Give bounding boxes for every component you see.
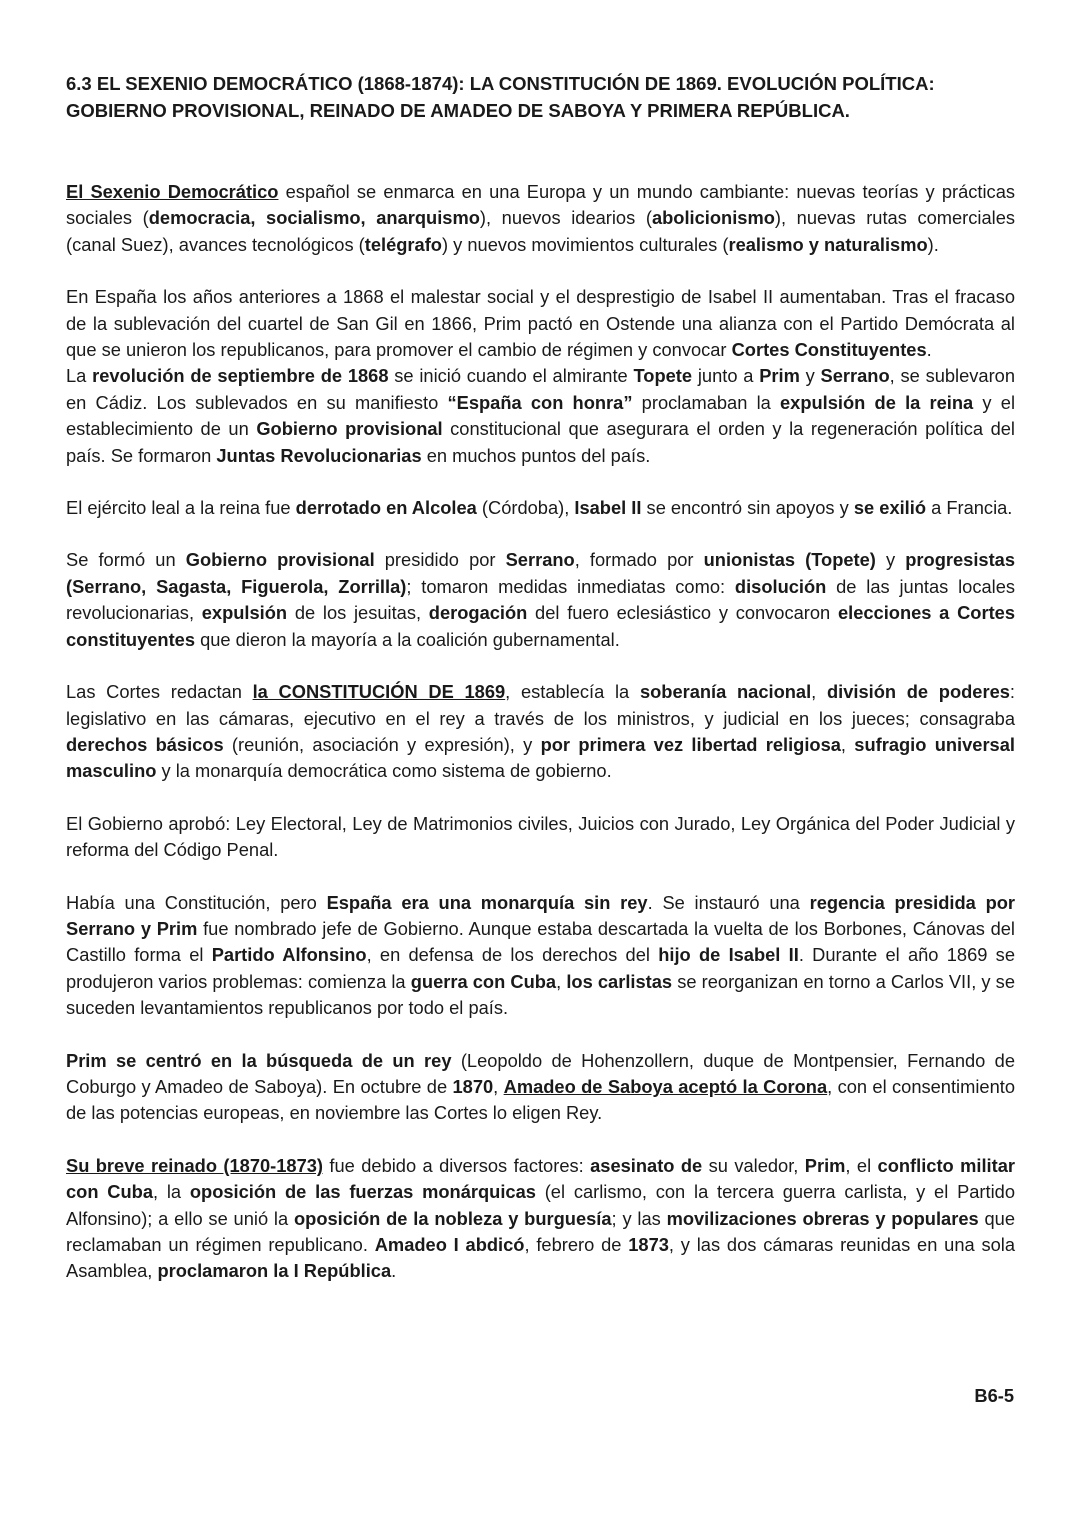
text-run: , se sublevaron en Cádiz. Los sublevados en su manifiesto <box>66 365 1015 413</box>
bold-text: movilizaciones obreras y populares <box>666 1207 979 1229</box>
bold-text: España era una monarquía sin rey <box>326 891 648 913</box>
text-run: , formado por <box>574 549 704 571</box>
bold-text: progresistas (Serrano, Sagasta, Figuerola, Zorrilla) <box>66 549 1015 597</box>
text-run: ) y nuevos movimientos culturales ( <box>441 233 729 255</box>
bold-text: elecciones a Cortes constituyentes <box>66 602 1015 650</box>
bold-text: proclamaron la I República <box>157 1260 392 1282</box>
text-run: El Gobierno aprobó: Ley Electoral, Ley de Matrimonios civiles, Juicios con Jurado, Ley Orgánica del Poder Judicial y reforma del Código Penal. <box>66 812 1015 861</box>
bold-text: hijo de Isabel II <box>658 944 799 966</box>
text-run: y <box>799 365 821 387</box>
text-run: que reclamaban un régimen republicano. <box>66 1207 1015 1255</box>
bold-text: oposición de la nobleza y burguesía <box>293 1207 612 1229</box>
text-run: , con el consentimiento de las potencias europeas, en noviembre las Cortes lo eligen Rey. <box>66 1075 1015 1124</box>
text-run: , <box>493 1075 504 1097</box>
bold-text: la CONSTITUCIÓN DE 1869 <box>252 681 506 703</box>
page-number: B6-5 <box>974 1385 1014 1406</box>
bold-text: Amadeo I abdicó <box>374 1234 525 1255</box>
bold-text: regencia presidida por Serrano y Prim <box>66 891 1016 939</box>
bold-text: los carlistas <box>566 970 673 992</box>
text-run: su valedor, <box>702 1154 805 1176</box>
text-run: . <box>926 339 932 361</box>
paragraph <box>66 1153 1015 1285</box>
text-run: se inició cuando el almirante <box>388 365 634 387</box>
bold-text: Cortes Constituyentes <box>731 339 927 361</box>
paragraph <box>66 495 1015 521</box>
text-run: se encontró sin apoyos y <box>641 497 854 519</box>
text-run: En España los años anteriores a 1868 el malestar social y el desprestigio de Isabel II aumentaban. Tras el fracaso de la sublevación del cuartel de San Gil en 1866, Prim pactó en Ostende una alianza con el Partido Demócrata al que se unieron los republicanos, para promover el cambio de régimen y convocar <box>66 286 1015 361</box>
text-run: y <box>875 549 906 571</box>
text-run: ). <box>927 233 939 255</box>
text-run: El ejército leal a la reina fue <box>66 497 296 519</box>
text-run: a Francia. <box>926 497 1013 519</box>
text-run: . <box>391 1260 397 1282</box>
text-run: , la <box>153 1181 190 1203</box>
bold-text: Topete <box>633 365 693 387</box>
bold-text: soberanía nacional <box>639 681 812 703</box>
paragraph <box>66 679 1015 785</box>
bold-text: derrotado en Alcolea <box>295 497 477 519</box>
text-run: constitucional que asegurara el orden y la regeneración política del país. Se formaron <box>66 418 1015 466</box>
bold-text: disolución <box>734 575 827 597</box>
bold-text: “España con honra” <box>447 391 633 413</box>
bold-text: por primera vez libertad religiosa <box>540 733 841 755</box>
paragraph <box>66 363 1015 469</box>
text-run: . Durante el año 1869 se produjeron varios problemas: comienza la <box>66 944 1015 992</box>
section-title: 6.3 EL SEXENIO DEMOCRÁTICO (1868-1874): LA CONSTITUCIÓN DE 1869. EVOLUCIÓN POLÍTICA: GOBIERNO PROVISIONAL, REINADO DE AMADEO DE SABOYA Y PRIMERA REPÚBLICA. <box>66 73 935 121</box>
bold-text: asesinato de <box>590 1154 703 1176</box>
bold-text: derechos básicos <box>66 733 224 755</box>
bold-text: expulsión <box>201 602 288 624</box>
bold-text: sufragio universal masculino <box>66 733 1015 782</box>
bold-text: guerra con Cuba <box>410 970 557 992</box>
bold-text: Serrano <box>820 365 890 387</box>
text-run: del fuero eclesiástico y convocaron <box>527 602 838 624</box>
bold-text: se exilió <box>853 497 927 519</box>
text-run: ), nuevos idearios ( <box>479 207 652 229</box>
text-run: en muchos puntos del país. <box>421 444 651 466</box>
text-run: Se formó un <box>66 549 186 571</box>
bold-text: 1870 <box>452 1075 494 1097</box>
text-run: , en defensa de los derechos del <box>366 944 659 966</box>
text-run: , y las dos cámaras reunidas en una sola Asamblea, <box>66 1234 1016 1282</box>
bold-text: Gobierno provisional <box>256 418 443 440</box>
paragraph <box>66 179 1015 258</box>
text-run: : legislativo en las cámaras, ejecutivo en el rey a través de los ministros, y judicial en los jueces; consagraba <box>66 681 1015 729</box>
bold-text: realismo y naturalismo <box>728 233 928 255</box>
text-run: , el <box>845 1154 878 1176</box>
text-run: , establecía la <box>505 681 640 703</box>
bold-text: Amadeo de Saboya aceptó la Corona <box>503 1075 828 1097</box>
bold-text: Prim <box>759 365 800 387</box>
bold-text: abolicionismo <box>651 207 775 229</box>
bold-text: unionistas (Topete) <box>703 549 876 571</box>
text-run: ), nuevas rutas comerciales (canal Suez), avances tecnológicos ( <box>66 207 1016 255</box>
bold-text: telégrafo <box>364 233 442 255</box>
text-run: (Córdoba), <box>476 497 575 519</box>
text-run: (el carlismo, con la tercera guerra carlista, y el Partido Alfonsino); a ello se unió la <box>66 1181 1015 1229</box>
bold-text: Gobierno provisional <box>185 549 375 571</box>
bold-text: Prim se centró en la búsqueda de un rey <box>66 1049 452 1071</box>
paragraph <box>66 547 1015 653</box>
paragraph <box>66 890 1015 1022</box>
bold-text: división de poderes <box>826 681 1010 703</box>
bold-text: El Sexenio Democrático <box>66 181 279 202</box>
bold-text: 1873 <box>628 1234 669 1255</box>
text-run: proclamaban la <box>632 391 781 413</box>
bold-text: Juntas Revolucionarias <box>216 444 422 466</box>
text-run: y el establecimiento de un <box>66 391 1016 440</box>
bold-text: oposición de las fuerzas monárquicas <box>189 1181 536 1203</box>
bold-text: expulsión de la reina <box>780 391 974 413</box>
paragraph <box>66 284 1015 363</box>
bold-text: Isabel II <box>574 497 642 519</box>
bold-text: revolución de septiembre de 1868 <box>92 365 389 387</box>
bold-text: Serrano <box>505 549 575 571</box>
text-run: (Leopoldo de Hohenzollern, duque de Montpensier, Fernando de Coburgo y Amadeo de Saboya). En octubre de <box>66 1049 1015 1097</box>
paragraph <box>66 1048 1015 1127</box>
text-run: fue nombrado jefe de Gobierno. Aunque estaba descartada la vuelta de los Borbones, Cánovas del Castillo forma el <box>66 917 1015 966</box>
text-run: que dieron la mayoría a la coalición gubernamental. <box>195 628 620 650</box>
text-run: , <box>556 970 567 992</box>
bold-text: Partido Alfonsino <box>211 944 367 966</box>
bold-text: conflicto militar con Cuba <box>66 1154 1015 1203</box>
text-run: se reorganizan en torno a Carlos VII, y se suceden levantamientos republicanos por todo el país. <box>66 970 1015 1019</box>
bold-text: democracia, socialismo, anarquismo <box>148 207 480 229</box>
text-run: . Se instauró una <box>647 891 810 913</box>
paragraph <box>66 811 1015 864</box>
text-run: de los jesuitas, <box>287 602 429 624</box>
text-run: español se enmarca en una Europa y un mundo cambiante: nuevas teorías y prácticas sociales ( <box>66 181 1016 229</box>
text-run: ; y las <box>611 1207 667 1229</box>
text-run: ; tomaron medidas inmediatas como: <box>406 575 735 597</box>
text-run: , <box>811 681 827 703</box>
text-run: La <box>66 365 93 387</box>
text-run: junto a <box>692 365 760 387</box>
text-run: , <box>840 733 855 755</box>
text-run: presidido por <box>374 549 506 571</box>
document-body <box>66 179 1015 1285</box>
text-run: fue debido a diversos factores: <box>323 1154 591 1176</box>
bold-text: Prim <box>804 1154 846 1176</box>
text-run: , febrero de <box>524 1234 629 1255</box>
text-run: Las Cortes redactan <box>66 681 253 703</box>
text-run: de las juntas locales revolucionarias, <box>66 575 1016 624</box>
bold-text: derogación <box>428 602 528 624</box>
text-run: Había una Constitución, pero <box>66 891 327 913</box>
bold-text: Su breve reinado (1870-1873) <box>66 1154 323 1176</box>
text-run: y la monarquía democrática como sistema de gobierno. <box>156 760 612 782</box>
text-run: (reunión, asociación y expresión), y <box>223 733 541 755</box>
